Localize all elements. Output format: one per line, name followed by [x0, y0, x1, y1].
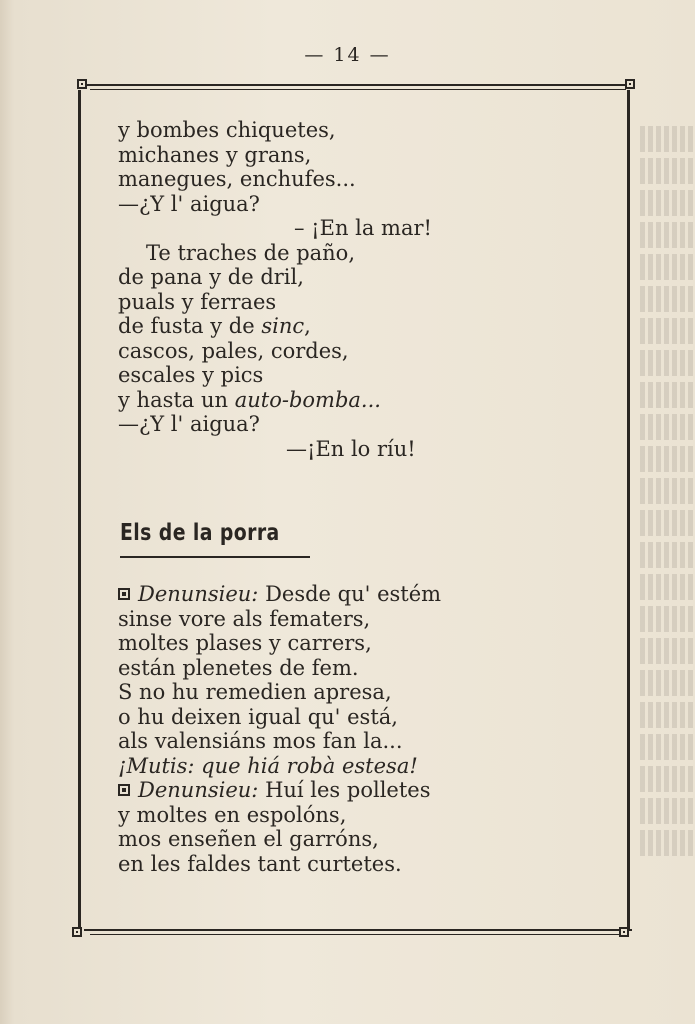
poem-line: o hu deixen igual qu' está,	[118, 704, 398, 729]
poem-line: —¿Y l' aigua?	[118, 191, 260, 216]
frame-corner-ornament	[619, 927, 629, 937]
poem-line-italic	[118, 754, 618, 779]
frame-left-rule	[78, 90, 81, 930]
section-body	[118, 582, 618, 876]
poem-italic-word: auto-bomba...	[234, 387, 381, 412]
poem-line: en les faldes tant curtetes.	[118, 851, 402, 876]
poem-line: cascos, pales, cordes,	[118, 338, 349, 363]
poem-line: – ¡En la mar!	[294, 216, 432, 240]
frame-top-rule-inner	[90, 89, 626, 90]
poem-line-text: Huí les polletes	[265, 778, 431, 802]
poem-line: als valensiáns mos fan la...	[118, 729, 403, 753]
stanza-first-line	[118, 582, 618, 607]
section-title-underline	[120, 556, 310, 558]
poem-line: sinse vore als fematers,	[118, 606, 371, 631]
stanza-first-line	[118, 778, 618, 803]
poem-line: de pana y de dril,	[118, 265, 304, 289]
poem-line-text: de fusta y de	[118, 314, 255, 338]
frame-corner-ornament	[77, 79, 87, 89]
page-number: — 14 —	[304, 44, 391, 66]
frame-right-rule	[627, 90, 630, 930]
poem-line: —¿Y l' aigua?	[118, 412, 260, 436]
poem-line: S no hu remedien apresa,	[118, 680, 392, 704]
poem-top	[118, 118, 618, 461]
frame-corner-ornament	[625, 79, 635, 89]
poem-line: —¡En lo ríu!	[286, 436, 416, 461]
frame-corner-ornament	[72, 927, 82, 937]
poem-line: Te traches de paño,	[146, 240, 355, 265]
frame-bottom-rule-inner	[90, 934, 626, 935]
speaker-label: Denunsieu:	[138, 582, 259, 606]
poem-line: escales y pics	[118, 363, 264, 387]
poem-line-text: y hasta un	[118, 387, 229, 412]
poem-line: y moltes en espolóns,	[118, 802, 347, 827]
poem-line: michanes y grans,	[118, 142, 312, 167]
poem-line	[118, 388, 618, 413]
show-through-text	[640, 120, 695, 920]
bullet-square-icon	[118, 588, 130, 600]
poem-line: moltes plases y carrers,	[118, 631, 372, 655]
section-title: Els de la porra	[120, 520, 280, 546]
poem-italic-word: sinc	[261, 314, 305, 338]
bullet-square-icon	[118, 784, 130, 796]
poem-line: están plenetes de fem.	[118, 655, 359, 680]
poem-line: de fusta y de sinc,	[118, 314, 311, 338]
poem-line-text: Desde qu' estém	[265, 582, 442, 606]
speaker-label: Denunsieu:	[138, 778, 259, 802]
poem-line: mos enseñen el garróns,	[118, 827, 379, 851]
poem-line-text: ¡Mutis: que hiá robà estesa!	[118, 753, 418, 778]
frame-top-rule	[84, 84, 632, 86]
poem-line: y bombes chiquetes,	[118, 118, 336, 142]
frame-bottom-rule	[84, 929, 632, 931]
poem-line: puals y ferraes	[118, 289, 277, 314]
poem-line: manegues, enchufes...	[118, 167, 356, 191]
